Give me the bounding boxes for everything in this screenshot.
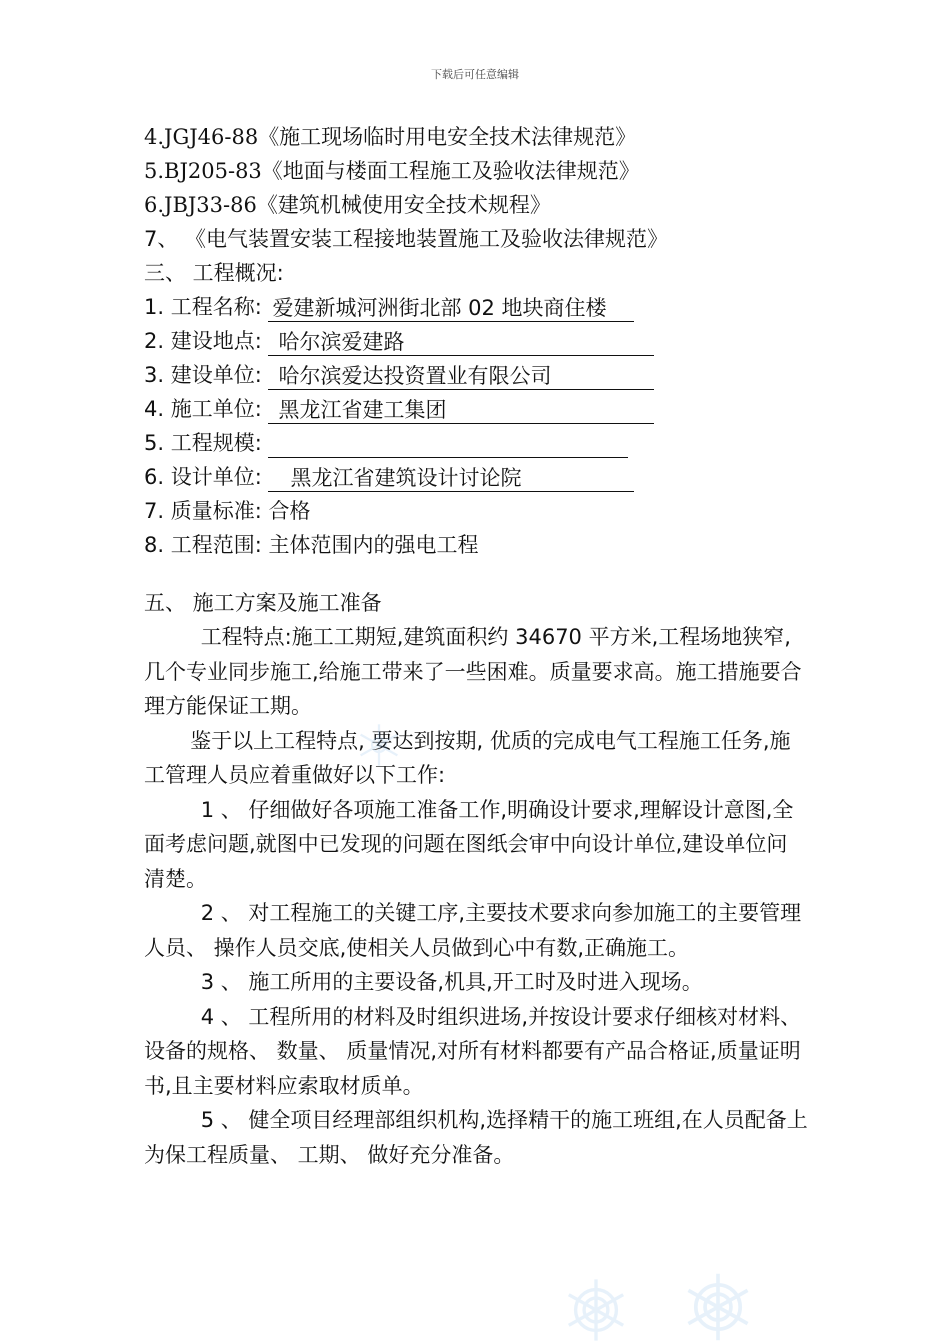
field-value: 爱建新城河洲街北部 02 地块商住楼 xyxy=(268,295,634,322)
field-value: 合格 xyxy=(268,499,311,523)
section-3-title: 三、 工程概况: xyxy=(144,261,284,285)
field-label: 4. 施工单位: xyxy=(144,397,262,421)
field-label: 5. 工程规模: xyxy=(144,431,262,455)
field-value: 哈尔滨爱建路 xyxy=(268,329,654,356)
field-label: 1. 工程名称: xyxy=(144,295,262,319)
task-item-5: 5 、 健全项目经理部组织机构,选择精干的施工班组,在人员配备上为保工程质量、 工期、 做好充分准备。 xyxy=(144,1108,808,1167)
task-item-1: 1 、 仔细做好各项施工准备工作,明确设计要求,理解设计意图,全面考虑问题,就图中已发现的问题在图纸会审中向设计单位,建设单位问清楚。 xyxy=(144,797,794,891)
field-scale xyxy=(144,426,808,460)
reference-6: 6.JBJ33-86《建筑机械使用安全技术规程》 xyxy=(144,193,551,217)
paragraph-features: 工程特点:施工工期短,建筑面积约 34670 平方米,工程场地狭窄,几个专业同步施工,给施工带来了一些困难。质量要求高。施工措施要合理方能保证工期。 xyxy=(144,625,802,718)
field-value: 黑龙江省建筑设计讨论院 xyxy=(268,465,634,492)
field-scope xyxy=(144,528,808,562)
field-value: 主体范围内的强电工程 xyxy=(268,533,479,557)
field-label: 6. 设计单位: xyxy=(144,465,262,489)
snowflake-watermark-icon xyxy=(680,1270,756,1344)
field-label: 2. 建设地点: xyxy=(144,329,262,353)
field-location xyxy=(144,324,808,358)
snowflake-watermark-icon xyxy=(560,1276,632,1344)
field-quality xyxy=(144,494,808,528)
field-value: 黑龙江省建工集团 xyxy=(268,397,654,424)
section-5-title: 五、 施工方案及施工准备 xyxy=(144,591,382,615)
paragraph-tasks-intro: 鉴于以上工程特点, 要达到按期, 优质的完成电气工程施工任务,施工管理人员应着重做好以下工作: xyxy=(144,728,791,787)
snowflake-watermark-icon xyxy=(356,722,402,768)
field-value xyxy=(268,431,628,458)
field-label: 7. 质量标准: xyxy=(144,499,262,523)
field-developer xyxy=(144,358,808,392)
reference-5: 5.BJ205-83《地面与楼面工程施工及验收法律规范》 xyxy=(144,159,640,183)
task-item-3: 3 、 施工所用的主要设备,机具,开工时及时进入现场。 xyxy=(200,970,703,994)
field-contractor xyxy=(144,392,808,426)
reference-4: 4.JGJ46-88《施工现场临时用电安全技术法律规范》 xyxy=(144,125,637,149)
field-label: 8. 工程范围: xyxy=(144,533,262,557)
field-label: 3. 建设单位: xyxy=(144,363,262,387)
task-item-4: 4 、 工程所用的材料及时组织进场,并按设计要求仔细核对材料、 设备的规格、 数量、 质量情况,对所有材料都要有产品合格证,质量证明书,且主要材料应索取材质单。 xyxy=(144,1004,802,1098)
page-header: 下载后可任意编辑 xyxy=(431,68,519,81)
document-body xyxy=(144,120,808,1172)
field-value: 哈尔滨爱达投资置业有限公司 xyxy=(268,363,654,390)
field-project-name xyxy=(144,290,808,324)
field-designer xyxy=(144,460,808,494)
task-item-2: 2 、 对工程施工的关键工序,主要技术要求向参加施工的主要管理人员、 操作人员交底,使相关人员做到心中有数,正确施工。 xyxy=(144,901,802,960)
reference-7: 7、 《电气装置安装工程接地装置施工及验收法律规范》 xyxy=(144,227,669,251)
